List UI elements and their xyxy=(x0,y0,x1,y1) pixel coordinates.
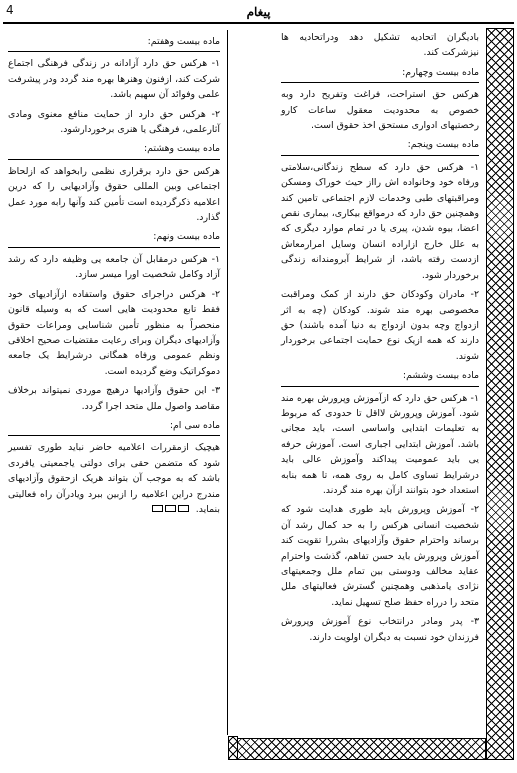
article-30-text xyxy=(8,440,220,517)
article-26-paragraph-3: ۳- پدر ومادر درانتخاب نوع آموزش وپرورش فرزندان خود نسبت به دیگران اولویت دارند. xyxy=(281,616,479,643)
header-rule xyxy=(3,22,514,24)
article-26-paragraph-2: ۲- آموزش وپرورش باید طوری هدایت شود که شخصیت انسانی هرکس را به حد کمال رشد آن برساند واحترام حقوق وآزادیهای بشررا تقویت کند آموزش وپرورش باید حسن تفاهم، گذشت واحترام عقاید مخالف ودوستی بین تمام ملل وجمعیتهای نژادی یامذهبی وهمچنین گسترش فعالیتهای ملل متحد را درراه حفظ صلح تسهیل نماید. xyxy=(281,504,479,608)
column-divider xyxy=(227,30,228,735)
decorative-border-corner xyxy=(228,736,238,760)
left-column xyxy=(8,30,220,522)
right-column xyxy=(281,30,479,649)
article-29-heading: ماده بیست ونهم: xyxy=(8,229,220,247)
article-27-heading: ماده بیست وهفتم: xyxy=(8,34,220,52)
article-29-paragraph-2: ۲- هرکس دراجرای حقوق واستفاده ازآزادیهای خود فقط تابع محدودیت هایی است که به وسیله قانون منحصراً به منظور تأمین شناسایی ومراعات حقوق وآزادیهای دیگران وبرای رعایت مقتضیات صحیح اخلاقی ونظم عمومی ورفاه همگانی درشرایط یک جامعه دموکراتیک وضع گردیده است. xyxy=(8,288,220,377)
article-27-paragraph-1: ۱- هرکس حق دارد آزادانه در زندگی فرهنگی اجتماع شرکت کند، ازفنون وهنرها بهره مند گردد ودر پیشرفت علمی وفوائد آن سهیم باشد. xyxy=(8,58,220,101)
article-27-paragraph-2: ۲- هرکس حق دارد از حمایت منافع معنوی ومادی آثارعلمی، فرهنگی یا هنری برخوردارشود. xyxy=(8,108,220,136)
article-25-paragraph-1: ۱- هرکس حق دارد که سطح زندگانی،سلامتی ورفاه خود وخانواده اش رااز حیث خوراک ومسکن ومراقبتهای طبی وخدمات لازم اجتماعی تامین کند وهمچنین حق دارد که درمواقع بیکاری، بیماری نقص اعضا، بیوه شدن، پیری یا در تمام موارد دیگری که به علل خارج ازاراده انسان وسایل امرارمعاش ازدست رفته باشد، از شرایط آبرومندانه زندگی برخوردار شود. xyxy=(281,161,479,281)
article-26-heading: ماده بیست وششم: xyxy=(281,368,479,386)
article-30-body: هیچیک ازمقررات اعلامیه حاضر نباید طوری تفسیر شود که متضمن حقی برای دولتی یاجمعیتی یافردی باشد که به موجب آن بتواند هریک ازحقوق وآزادیهای مندرج دراین اعلامیه را ازبین ببرد ویادرآن راه فعالیتی بنماید. xyxy=(8,442,220,516)
article-28-heading: ماده بیست وهشتم: xyxy=(8,141,220,159)
article-25-paragraph-2: ۲- مادران وکودکان حق دارند از کمک ومراقبت مخصوصی بهره مند شوند. کودکان (چه به اثر ازدواج وچه بدون ازدواج به دنیا آمده باشند) حق دارند که همه ازیک نوع حمایت اجتماعی برخوردار شوند. xyxy=(281,289,479,362)
article-24-heading: ماده بیست وچهارم: xyxy=(281,65,479,83)
article-25-heading: ماده بیست وپنجم: xyxy=(281,137,479,155)
article-29-paragraph-1: ۱- هرکس درمقابل آن جامعه یی وظیفه دارد که رشد آزاد وکامل شخصیت اورا میسر سازد. xyxy=(8,253,220,281)
end-of-article-mark xyxy=(151,502,190,517)
article-29-paragraph-3: ۳- این حقوق وآزادیها درهیچ موردی نمیتواند برخلاف مقاصد واصول ملل متحد اجرا گردد. xyxy=(8,385,220,412)
article-24-text: هرکس حق استراحت، فراغت وتفریح دارد وبه خصوص به محدودیت معقول ساعات کارو رخصتیهای ادواری مستحق اخذ حقوق است. xyxy=(281,89,479,132)
page-number: 4 xyxy=(6,3,14,17)
intro-text: بادیگران اتحادیه تشکیل دهد ودراتحادیه ها نیزشرکت کند. xyxy=(281,32,479,59)
decorative-border-right xyxy=(486,28,514,760)
page-header-title: پیغام xyxy=(246,5,271,19)
article-28-text: هرکس حق دارد برقراری نظمی رابخواهد که ازلحاظ اجتماعی وبین المللی حقوق وآزادیهایی را که درین اعلامیه ذکرگردیده است تأمین کند وآنها رابه مورد عمل گذارد. xyxy=(8,165,220,224)
article-26-paragraph-1: ۱- هرکس حق دارد که ازآموزش وپرورش بهره مند شود. آموزش وپرورش لااقل تا حدودی که مربوط به تعلیمات ابتدایی واساسی است، باید مجانی باشد. آموزش ابتدایی اجباری است. آموزش حرفه یی باید عمومیت پیداکند وآموزش عالی باید درشرایط تساوی کامل به روی همه، تا همه بنابه استعداد خود بتوانند ازآن بهره مند گردند. xyxy=(281,392,479,496)
article-30-heading: ماده سی ام: xyxy=(8,418,220,436)
decorative-border-bottom xyxy=(236,738,486,760)
